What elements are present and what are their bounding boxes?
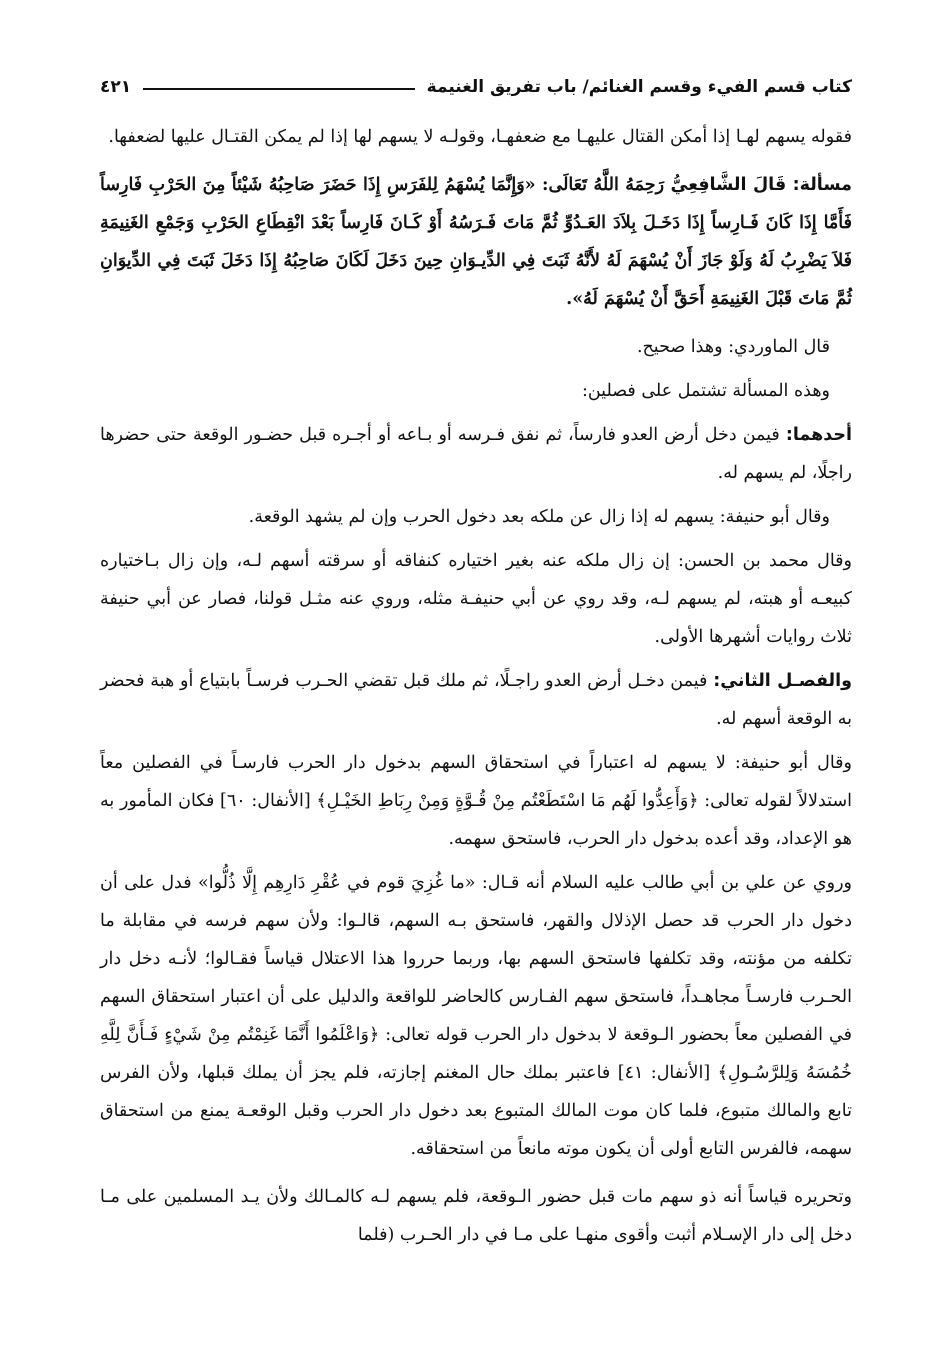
paragraph-8-text: فيمن دخـل أرض العدو راجـلًا، ثم ملك قبل تقضي الحـرب فرسـاً بابتياع أو هبة فحضر به الوقعة أسهم له.: [100, 671, 852, 729]
header-rule: [143, 88, 415, 90]
paragraph-5: [100, 416, 852, 492]
paragraph-2: [100, 166, 852, 318]
paragraph-8: [100, 662, 852, 738]
paragraph-6: [100, 498, 852, 536]
paragraph-3: [100, 328, 852, 366]
paragraph-5-lead: أحدهما:: [785, 425, 852, 445]
header-title: كتاب قسم الفيء وقسم الغنائم/ باب تفريق الغنيمة: [426, 77, 852, 97]
paragraph-7-text: وقال محمد بن الحسن: إن زال ملكه عنه بغير اختياره كنفاقه أو سرقته أسهم لـه، وإن زال بـاختياره كبيعـه أو هبته، لم يسهم لـه، وقد روي عن أبي حنيفـة مثله، وروي عنه مثـل قولنا، فصار عن أبي حنيفة ثلاث روايات أشهرها الأولى.: [100, 551, 852, 647]
paragraph-6-text: وقال أبو حنيفة: يسهم له إذا زال عن ملكه بعد دخول الحرب وإن لم يشهد الوقعة.: [248, 507, 830, 527]
paragraph-8-lead: والفصـل الثاني:: [713, 671, 852, 691]
paragraph-11-text: وتحريره قياساً أنه ذو سهم مات قبل حضور الـوقعة، فلم يسهم لـه كالمـالك ولأن يـد المسلمين على مـا دخل إلى دار الإسـلام أثبت وأقوى منهـا على مـا في دار الحـرب (فلما: [100, 1187, 852, 1245]
paragraph-4: [100, 372, 852, 410]
book-page: [100, 70, 852, 1260]
paragraph-2-lead: مسألة: قَالَ الشَّافِعِيُّ: [670, 175, 852, 195]
paragraph-9: [100, 744, 852, 858]
paragraph-10: [100, 864, 852, 1168]
paragraph-1: [100, 118, 852, 156]
page-number: ٤٢١: [100, 77, 132, 97]
paragraph-7: [100, 542, 852, 656]
paragraph-1-text: فقوله يسهم لهـا إذا أمكن القتال عليهـا مع ضعفهـا، وقولـه لا يسهم لها إذا لم يمكن القتـال عليها لضعفها.: [108, 127, 852, 147]
paragraph-9-text: وقال أبو حنيفة: لا يسهم له اعتباراً في استحقاق السهم بدخول دار الحرب فارسـاً في الفصلين معاً استدلالاً لقوله تعالى: ﴿وَأَعِدُّوا لَهُم مَا اسْتَطَعْتُم مِنْ قُـوَّةٍ وَمِنْ رِبَاطِ الخَيْـلِ﴾ [الأنفال: ٦٠] فكان المأمور به هو الإعداد، وقد أعده بدخول دار الحرب، فاستحق سهمه.: [100, 753, 852, 849]
paragraph-10-text: وروي عن علي بن أبي طالب عليه السلام أنه قـال: «ما غُزِيَ قوم في عُقْرِ دَارِهِم إِلَّا ذُلُّوا» فدل على أن دخول دار الحرب قد حصل الإذلال والقهر، فاستحق بـه السهم، قالـوا: ولأن سهم فرسه في مقابلة ما تكلفه من مؤنته، وقد تكلفها فاستحق السهم بها، وربما حرروا هذا الاعتلال قياساً فقـالوا؛ لأنـه دخل دار الحـرب فارسـاً مجاهـداً، فاستحق سهم الفـارس كالحاضر للواقعة والدليل على أن اعتبار استحقاق السهم في الفصلين معاً بحضور الـوقعة لا بدخول دار الحرب قوله تعالى: ﴿وَاعْلَمُوا أَنَّمَا غَنِمْتُم مِنْ شَيْءٍ فَـأَنَّ لِلَّهِ خُمُسَهُ وَلِلرَّسُـولِ﴾ [الأنفال: ٤١] فاعتبر بملك حال المغنم إجازته، فلم يجز أن يملك قبلها، ولأن الفرس تابع والمالك متبوع، فلما كان موت المالك المتبوع بعد دخول دار الحرب وقبل الوقعـة يمنع من استحقاق سهمه، فالفرس التابع أولى أن يكون موته مانعاً من استحقاقه.: [100, 873, 852, 1159]
paragraph-2-text: رَحِمَهُ اللَّهُ تَعَالَى: «وَإِنَّمَا يُسْهَمُ لِلفَرَسِ إِذَا حَضَرَ صَاحِبُهُ شَيْئاً مِنَ الحَرْبِ فَارِساً فَأَمَّا إِذَا كَانَ فَـارِساً إِذَا دَخَـلَ بِلاَدَ العَـدُوِّ ثُمَّ مَاتَ فَـرَسُهُ أَوْ كَـانَ فَارِساً بَعْدَ انْقِطَاعِ الحَرْبِ وَجَمْعِ الغَنِيمَةِ فَلاَ يَضْرِبُ لَهُ وَلَوْ جَازَ أَنْ يُسْهَمَ لَهُ لأَنَّهُ ثَبَتَ فِي الدِّيـوَانِ حِينَ دَخَلَ لَكَانَ صَاحِبُهُ إِذَا دَخَلَ ثَبَتَ فِي الدِّيوَانِ ثُمَّ مَاتَ قَبْلَ الغَنِيمَةِ أَحَقَّ أَنْ يُسْهَمَ لَهُ».: [100, 175, 852, 309]
paragraph-11: [100, 1178, 852, 1254]
paragraph-4-text: وهذه المسألة تشتمل على فصلين:: [581, 381, 830, 401]
paragraph-3-text: قال الماوردي: وهذا صحيح.: [636, 337, 830, 357]
running-header: [100, 70, 852, 104]
paragraph-5-text: فيمن دخل أرض العدو فارساً، ثم نفق فـرسه أو بـاعه أو أجـره قبل حضـور الوقعة حتى حضرها راجلًا، لم يسهم له.: [100, 425, 852, 483]
